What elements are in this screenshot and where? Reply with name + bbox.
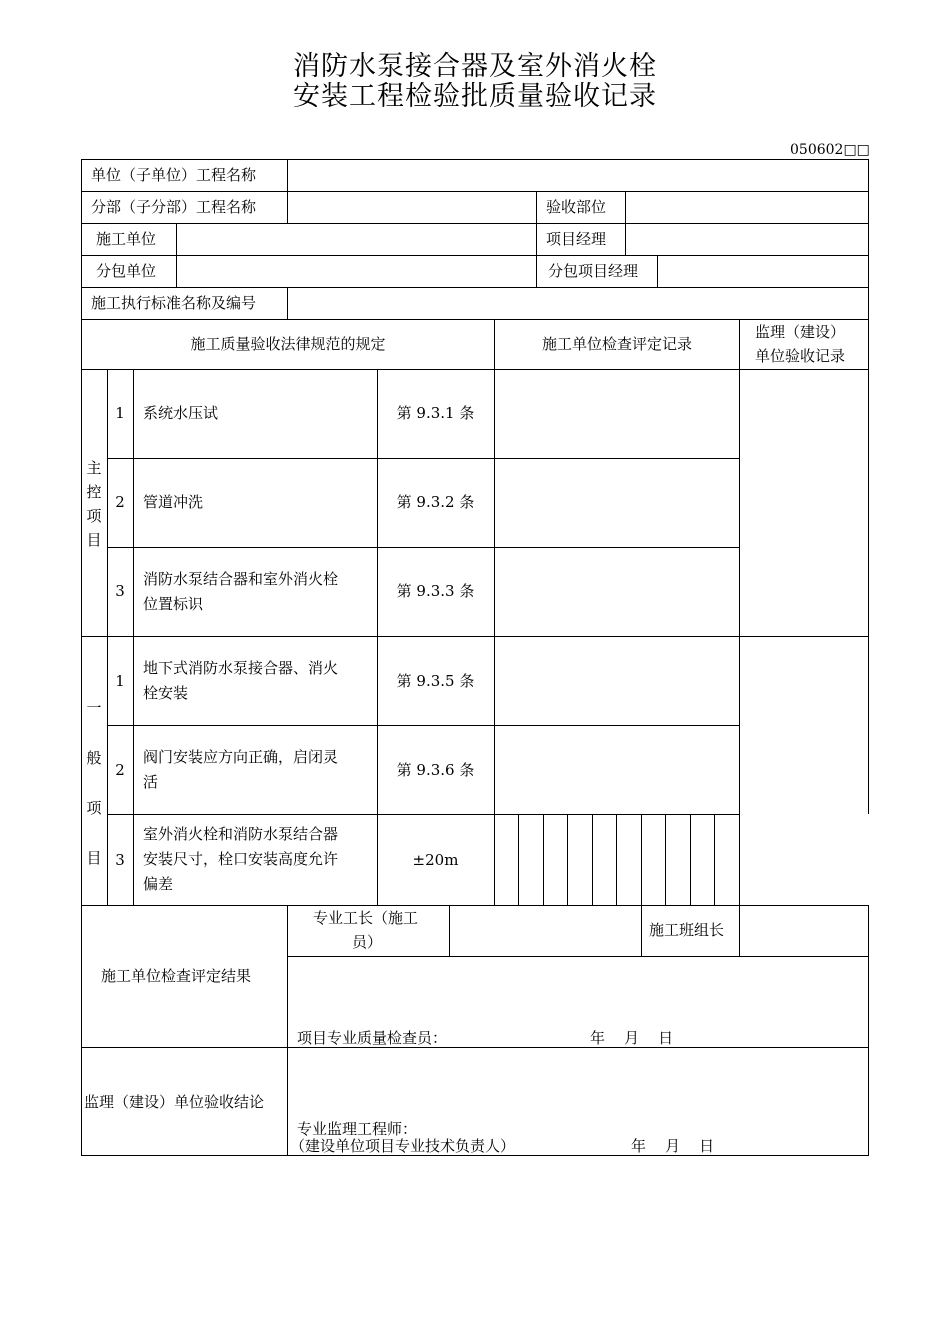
item-description: 消防水泵结合器和室外消火栓 (143, 570, 339, 588)
item-description-cont: 安装尺寸，栓口安装高度允许 (143, 850, 339, 868)
item-description-cont: 位置标识 (143, 595, 204, 613)
subcontract-unit-label: 分包单位 (96, 262, 157, 280)
unit-project-name-label: 单位（子单位）工程名称 (91, 166, 257, 184)
page-title-line2: 安装工程检验批质量验收记录 (293, 81, 657, 112)
item-number: 3 (115, 851, 125, 869)
quality-inspector-label: 项目专业质量检查员： (297, 1029, 448, 1047)
conclusion-date-label: 年 月 日 (631, 1137, 715, 1155)
item-description-cont: 栓安装 (143, 684, 189, 702)
foreman-label-line2: 员） (352, 933, 383, 951)
item-number: 3 (115, 582, 125, 600)
general-items-label: 一 般 项 目 (86, 699, 102, 867)
construction-result-label: 施工单位检查评定结果 (101, 967, 252, 985)
item-description: 管道冲洗 (143, 493, 204, 511)
standard-label: 施工执行标准名称及编号 (91, 294, 257, 312)
supervision-record-header-line2: 单位验收记录 (755, 347, 846, 365)
item-clause: 第 9.3.5 条 (396, 672, 475, 690)
subcontract-manager-label: 分包项目经理 (548, 262, 639, 280)
item-number: 1 (115, 404, 125, 422)
regulation-column-header: 施工质量验收法律规范的规定 (190, 335, 386, 353)
owner-representative-label: （建设单位项目专业技术负责人） (290, 1137, 516, 1155)
acceptance-part-label: 验收部位 (546, 198, 607, 216)
form-code: 050602□□ (790, 142, 870, 158)
supervision-record-header-line1: 监理（建设） (755, 323, 846, 341)
project-manager-label: 项目经理 (546, 230, 607, 248)
item-description: 地下式消防水泵接合器、消火 (143, 659, 339, 677)
foreman-label-line1: 专业工长（施工 (313, 909, 419, 927)
page-title-line1: 消防水泵接合器及室外消火栓 (293, 51, 657, 82)
item-clause: 第 9.3.2 条 (396, 493, 475, 511)
item-clause: 第 9.3.6 条 (396, 761, 475, 779)
construction-unit-label: 施工单位 (96, 230, 157, 248)
item-description: 系统水压试 (143, 404, 219, 422)
sub-project-name-label: 分部（子分部）工程名称 (91, 198, 257, 216)
item-clause: 第 9.3.3 条 (396, 582, 475, 600)
item-description: 室外消火栓和消防水泵结合器 (143, 825, 339, 843)
supervision-conclusion-label: 监理（建设）单位验收结论 (84, 1093, 265, 1111)
item-number: 2 (115, 761, 125, 779)
item-clause: 第 9.3.1 条 (396, 404, 475, 422)
supervising-engineer-label: 专业监理工程师： (297, 1120, 418, 1138)
item-number: 1 (115, 672, 125, 690)
inspection-date-label: 年 月 日 (590, 1029, 674, 1047)
item-clause: ±20m (412, 851, 459, 869)
construction-record-column-header: 施工单位检查评定记录 (541, 335, 692, 353)
item-number: 2 (115, 493, 125, 511)
item-description-cont: 活 (143, 773, 159, 791)
item-description-cont: 偏差 (143, 875, 174, 893)
item-description: 阀门安装应方向正确，启闭灵 (143, 748, 339, 766)
main-control-label: 主 控 项 目 (86, 459, 102, 549)
team-leader-label: 施工班组长 (649, 921, 725, 939)
